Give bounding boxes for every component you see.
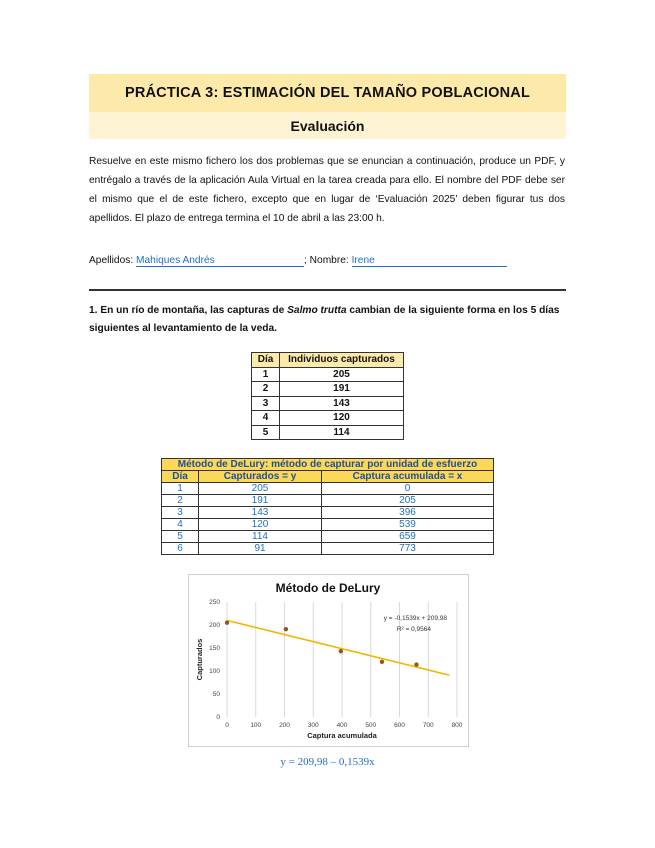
day-cell: 4 — [252, 411, 280, 426]
y-cell: 143 — [199, 507, 322, 519]
data-point — [339, 649, 343, 653]
y-cell: 191 — [199, 495, 322, 507]
table-header-day: Día — [252, 353, 280, 368]
table-row — [162, 495, 494, 507]
y-tick-label: 150 — [209, 645, 220, 652]
day-cell: 5 — [252, 425, 280, 440]
table-row — [252, 411, 404, 426]
name-field[interactable]: Irene — [352, 255, 507, 267]
captures-cell: 205 — [280, 367, 404, 382]
student-name-line — [89, 255, 507, 267]
trendline-equation: y = -0,1539x + 209,98 — [383, 615, 447, 622]
y-axis-label: Capturados — [195, 638, 204, 681]
day-cell: 4 — [162, 519, 199, 531]
y-tick-label: 200 — [209, 622, 220, 629]
table-row — [162, 519, 494, 531]
table-row — [162, 531, 494, 543]
table-row — [252, 396, 404, 411]
y-tick-label: 250 — [209, 599, 220, 606]
question-1-suffix: cambian de la siguiente forma en los 5 días siguientes al levantamiento de la veda. — [89, 305, 560, 334]
chart-title: Método de DeLury — [275, 581, 381, 595]
x-tick-label: 500 — [365, 722, 377, 729]
page-subtitle: Evaluación — [290, 117, 365, 134]
x-tick-label: 600 — [394, 722, 405, 729]
table-header-captures: Individuos capturados — [280, 353, 404, 368]
table-row — [252, 425, 404, 440]
captures-cell: 191 — [280, 382, 404, 397]
y-cell: 91 — [199, 543, 322, 555]
delury-table-caption: Método de DeLury: método de capturar por unidad de esfuerzo — [162, 459, 494, 471]
captures-cell: 120 — [280, 411, 404, 426]
x-cell: 659 — [322, 531, 494, 543]
y-tick-label: 50 — [212, 691, 220, 698]
delury-header-x: Captura acumulada = x — [322, 471, 494, 483]
title-banner — [89, 74, 566, 112]
delury-header-day: Día — [162, 471, 199, 483]
day-cell: 3 — [252, 396, 280, 411]
y-cell: 205 — [199, 483, 322, 495]
x-cell: 539 — [322, 519, 494, 531]
table-row — [162, 483, 494, 495]
y-cell: 114 — [199, 531, 322, 543]
delury-chart-svg — [189, 575, 468, 746]
captures-cell: 114 — [280, 425, 404, 440]
x-cell: 0 — [322, 483, 494, 495]
data-point — [284, 627, 288, 631]
data-point — [225, 621, 229, 625]
x-tick-label: 200 — [279, 722, 290, 729]
x-tick-label: 0 — [225, 722, 229, 729]
captures-table — [251, 352, 404, 440]
y-tick-label: 0 — [216, 714, 220, 721]
subtitle-banner — [89, 112, 566, 139]
delury-chart — [188, 574, 469, 747]
data-point — [414, 662, 418, 666]
y-cell: 120 — [199, 519, 322, 531]
x-axis-label: Captura acumulada — [307, 731, 377, 740]
name-label: ; Nombre: — [304, 255, 352, 266]
data-point — [380, 660, 384, 664]
regression-formula: y = 209,98 – 0,1539x — [280, 756, 375, 768]
day-cell: 6 — [162, 543, 199, 555]
delury-table — [161, 458, 494, 555]
question-1 — [89, 302, 565, 338]
x-cell: 205 — [322, 495, 494, 507]
day-cell: 3 — [162, 507, 199, 519]
section-divider — [89, 289, 566, 291]
day-cell: 5 — [162, 531, 199, 543]
surname-field[interactable]: Mahiques Andrés — [136, 255, 304, 267]
x-cell: 773 — [322, 543, 494, 555]
day-cell: 2 — [162, 495, 199, 507]
day-cell: 1 — [162, 483, 199, 495]
delury-header-y: Capturados = y — [199, 471, 322, 483]
r-squared-label: R² = 0,9564 — [396, 626, 431, 633]
table-row — [162, 507, 494, 519]
x-tick-label: 800 — [451, 722, 463, 729]
x-tick-label: 300 — [307, 722, 319, 729]
x-tick-label: 100 — [250, 722, 262, 729]
table-row — [252, 382, 404, 397]
question-1-prefix: 1. En un río de montaña, las capturas de — [89, 305, 288, 316]
table-row — [162, 543, 494, 555]
species-name: Salmo trutta — [287, 305, 347, 316]
captures-cell: 143 — [280, 396, 404, 411]
x-tick-label: 700 — [422, 722, 434, 729]
surname-label: Apellidos: — [89, 255, 137, 266]
y-tick-label: 100 — [209, 668, 220, 675]
day-cell: 2 — [252, 382, 280, 397]
day-cell: 1 — [252, 367, 280, 382]
x-tick-label: 400 — [336, 722, 348, 729]
table-row — [252, 367, 404, 382]
instructions-paragraph: Resuelve en este mismo fichero los dos problemas que se enuncian a continuación, produce un PDF, y entrégalo a través de la aplicación Aula Virtual en la tarea creada para ello. El nombre del PDF debe ser el mismo que el de este fichero, excepto que en lugar de ‘Evaluación 2025’ deben figurar tus dos apellidos. El plazo de entrega termina el 10 de abril a las 23:00 h. — [89, 156, 565, 224]
x-cell: 396 — [322, 507, 494, 519]
page-title: PRÁCTICA 3: ESTIMACIÓN DEL TAMAÑO POBLACIONAL — [124, 85, 531, 101]
